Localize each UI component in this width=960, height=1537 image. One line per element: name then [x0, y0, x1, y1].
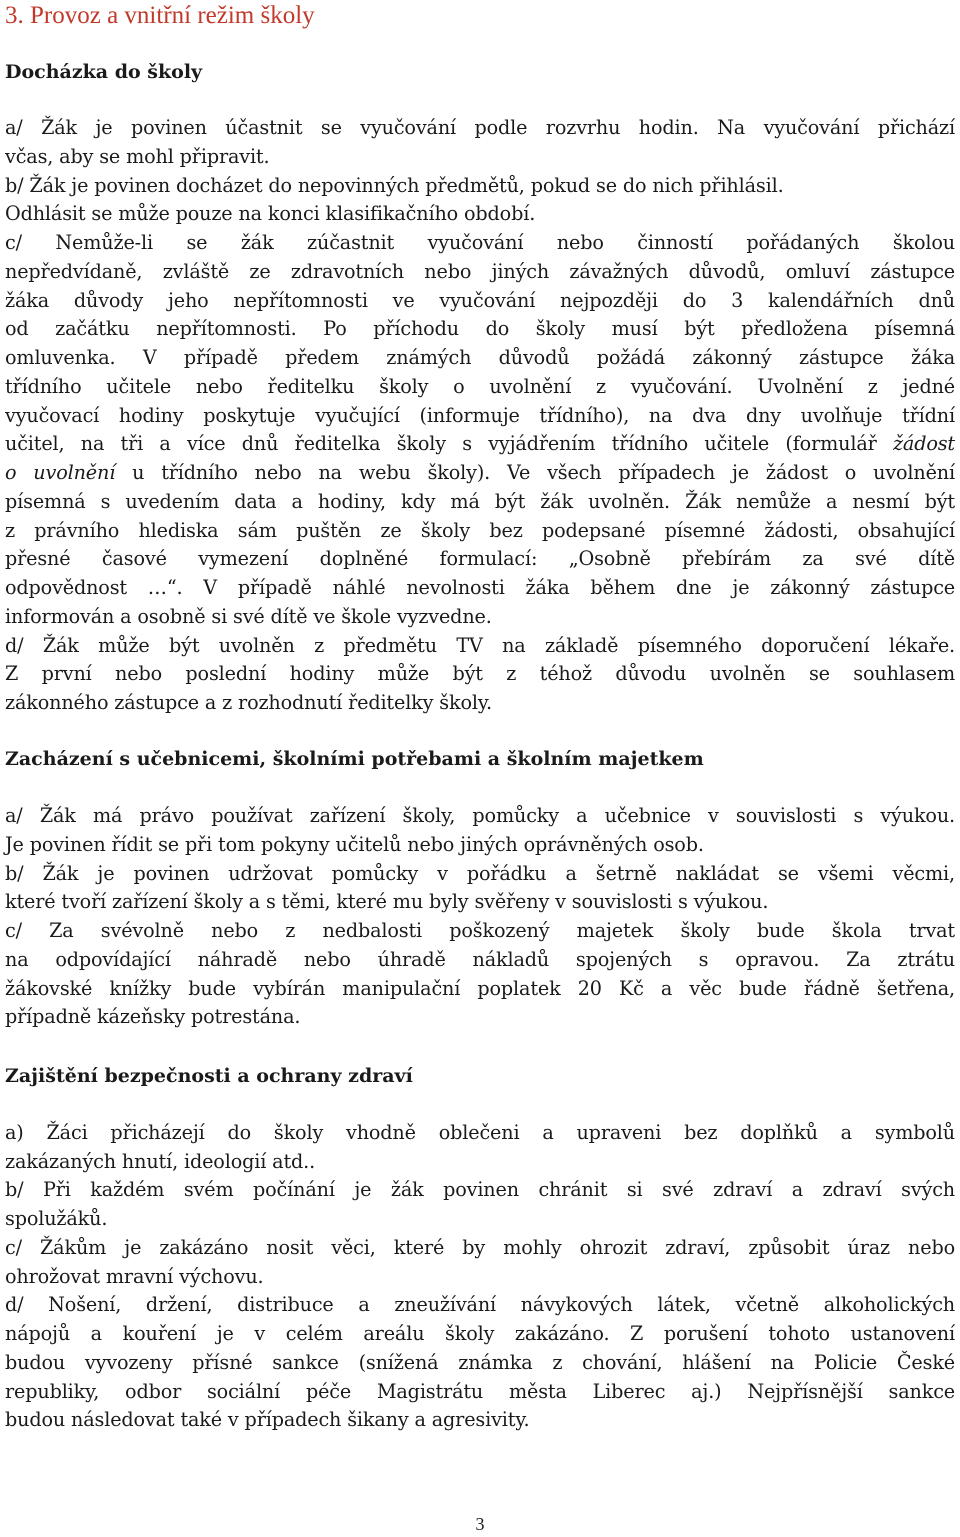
- text-line: žáka důvody jeho nepřítomnosti ve vyučování nejpozději do 3 kalendářních dnů: [5, 289, 955, 312]
- text-line: a) Žáci přicházejí do školy vhodně oblečeni a upraveni bez doplňků a symbolů: [5, 1121, 955, 1144]
- text-line: případně kázeňsky potrestána.: [5, 1005, 301, 1028]
- text-line: d/ Žák může být uvolněn z předmětu TV na základě písemného doporučení lékaře.: [5, 634, 955, 657]
- form-name-part-1: žádost: [892, 432, 955, 455]
- text-line: vyučovací hodiny poskytuje vyučující (informuje třídního), na dva dny uvolňuje třídní: [5, 404, 955, 427]
- text-line: na odpovídající náhradě nebo úhradě nákladů spojených s opravou. Za ztrátu: [5, 948, 955, 971]
- text-line: nápojů a kouření je v celém areálu školy zakázáno. Z porušení tohoto ustanovení: [5, 1322, 955, 1345]
- text-line: zakázaných hnutí, ideologií atd..: [5, 1150, 316, 1173]
- text-line: b/ Při každém svém počínání je žák povinen chránit si své zdraví a zdraví svých: [5, 1178, 955, 1201]
- section-heading-safety: Zajištění bezpečnosti a ochrany zdraví: [5, 1065, 413, 1087]
- text-segment: učitel, na tři a více dnů ředitelka školy s vyjádřením třídního učitele (formulář: [5, 432, 877, 455]
- text-line: omluvenka. V případě předem známých důvodů požádá zákonný zástupce žáka: [5, 346, 955, 369]
- text-line: b/ Žák je povinen docházet do nepovinných předmětů, pokud se do nich přihlásil.: [5, 174, 784, 197]
- text-line: d/ Nošení, držení, distribuce a zneužívání návykových látek, včetně alkoholických: [5, 1293, 955, 1316]
- text-line: Z první nebo poslední hodiny může být z téhož důvodu uvolněn se souhlasem: [5, 662, 955, 685]
- text-line: nepředvídaně, zvláště ze zdravotních nebo jiných závažných důvodů, omluví zástupce: [5, 260, 955, 283]
- text-line: zákonného zástupce a z rozhodnutí ředitelky školy.: [5, 691, 492, 714]
- text-line-with-form-name: [5, 430, 955, 459]
- chapter-title: 3. Provoz a vnitřní režim školy: [5, 2, 315, 29]
- section-heading-attendance: Docházka do školy: [5, 61, 203, 83]
- text-line: informován a osobně si své dítě ve škole vyzvedne.: [5, 605, 492, 628]
- text-line: od začátku nepřítomnosti. Po příchodu do školy musí být předložena písemná: [5, 317, 955, 340]
- text-line: republiky, odbor sociální péče Magistrátu města Liberec aj.) Nejpřísnější sankce: [5, 1380, 955, 1403]
- section-heading-property: Zacházení s učebnicemi, školními potřebami a školním majetkem: [5, 748, 704, 770]
- text-line: budou následovat také v případech šikany a agresivity.: [5, 1408, 530, 1431]
- text-line: třídního učitele nebo ředitelku školy o uvolnění z vyučování. Uvolnění z jedné: [5, 375, 955, 398]
- text-line: odpovědnost …“. V případě náhlé nevolnosti žáka během dne je zákonný zástupce: [5, 576, 955, 599]
- text-line: c/ Nemůže-li se žák zúčastnit vyučování nebo činností pořádaných školou: [5, 231, 955, 254]
- text-line: spolužáků.: [5, 1207, 108, 1230]
- text-line: které tvoří zařízení školy a s těmi, které mu byly svěřeny v souvislosti s výukou.: [5, 890, 769, 913]
- text-line: Odhlásit se může pouze na konci klasifikačního období.: [5, 202, 536, 225]
- text-line: žákovské knížky bude vybírán manipulační poplatek 20 Kč a věc bude řádně šetřena,: [5, 977, 955, 1000]
- text-line: budou vyvozeny přísné sankce (snížená známka z chování, hlášení na Policie České: [5, 1351, 955, 1374]
- text-line: c/ Žákům je zakázáno nosit věci, které by mohly ohrozit zdraví, způsobit úraz nebo: [5, 1236, 955, 1259]
- text-line: ohrožovat mravní výchovu.: [5, 1265, 264, 1288]
- text-line: přesné časové vymezení doplněné formulací: „Osobně přebírám za své dítě: [5, 547, 955, 570]
- text-line: písemná s uvedením data a hodiny, kdy má být žák uvolněn. Žák nemůže a nesmí být: [5, 490, 955, 513]
- text-line: c/ Za svévolně nebo z nedbalosti poškozený majetek školy bude škola trvat: [5, 919, 955, 942]
- text-line: z právního hlediska sám puštěn ze školy bez podepsané písemné žádosti, obsahující: [5, 519, 955, 542]
- text-line: a/ Žák má právo používat zařízení školy, pomůcky a učebnice v souvislosti s výukou.: [5, 804, 955, 827]
- text-line: a/ Žák je povinen účastnit se vyučování podle rozvrhu hodin. Na vyučování přichází: [5, 116, 955, 139]
- text-line-with-form-name: [5, 459, 955, 488]
- text-segment: u třídního nebo na webu školy). Ve všech případech je žádost o uvolnění: [132, 461, 955, 484]
- page-number: 3: [475, 1514, 485, 1534]
- text-line: včas, aby se mohl připravit.: [5, 145, 270, 168]
- form-name-part-2: o uvolnění: [5, 461, 116, 484]
- text-line: Je povinen řídit se při tom pokyny učitelů nebo jiných oprávněných osob.: [5, 833, 704, 856]
- text-line: b/ Žák je povinen udržovat pomůcky v pořádku a šetrně nakládat se všemi věcmi,: [5, 862, 955, 885]
